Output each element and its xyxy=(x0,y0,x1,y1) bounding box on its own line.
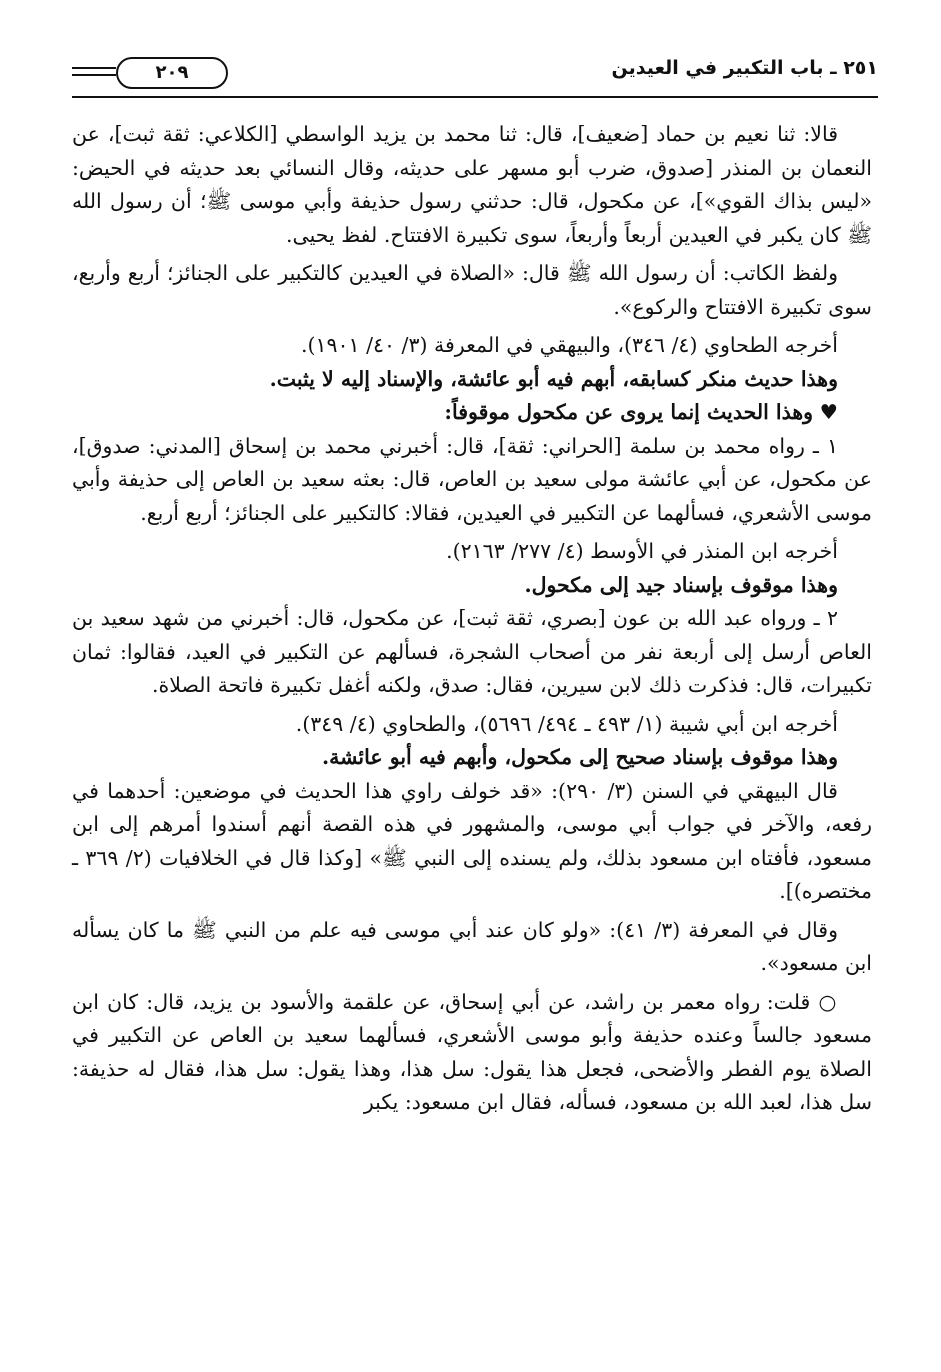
header-ornament-line xyxy=(72,67,116,69)
heart-bullet-icon: ♥ xyxy=(819,400,838,424)
section-heading: ♥ وهذا الحديث إنما يروى عن مكحول موقوفاً: xyxy=(444,400,838,424)
page-header xyxy=(72,55,878,101)
takhrij-line: أخرجه ابن المنذر في الأوسط (٤/ ٢٧٧/ ٢١٦٣). xyxy=(446,539,838,563)
narration-1: ١ ـ رواه محمد بن سلمة [الحراني: ثقة]، قال: أخبرني محمد بن إسحاق [المدني: صدوق]، عن مكحول، عن أبي عائشة مولى سعيد بن العاص، قال: بعثه سعيد بن العاص إلى حذيفة وأبي موسى الأشعري، فسألهما عن التكبير في العيدين، فقالا: كالتكبير على الجنائز؛ أربع أربع. xyxy=(72,433,872,525)
bayhaqi-quote: قال البيهقي في السنن (٣/ ٢٩٠): «قد خولف راوي هذا الحديث في موضعين: أحدهما في رفعه، والآخر في جواب أبي موسى، والمشهور في هذه القصة أنهم أسندوا أمرهم إلى ابن مسعود، فأفتاه ابن مسعود بذلك، ولم يسنده إلى النبي ﷺ» [وكذا قال في الخلافيات (٢/ ٣٦٩ ـ مختصره)]. xyxy=(72,778,872,903)
takhrij-line: أخرجه الطحاوي (٤/ ٣٤٦)، والبيهقي في المعرفة (٣/ ٤٠/ ١٩٠١). xyxy=(300,333,838,357)
header-rule xyxy=(72,96,878,98)
header-ornament-line xyxy=(72,74,116,76)
marifa-quote: وقال في المعرفة (٣/ ٤١): «ولو كان عند أبي موسى فيه علم من النبي ﷺ ما كان يسأله ابن مسعود». xyxy=(72,917,872,975)
verdict-line: وهذا موقوف بإسناد جيد إلى مكحول. xyxy=(524,572,838,597)
verdict-line: وهذا حديث منكر كسابقه، أبهم فيه أبو عائشة، والإسناد إليه لا يثبت. xyxy=(269,366,838,391)
paragraph: قالا: ثنا نعيم بن حماد [ضعيف]، قال: ثنا محمد بن يزيد الواسطي [الكلاعي: ثقة ثبت]، عن النعمان بن المنذر [صدوق، ضرب أبو مسهر على حديثه، وقال النسائي بعد حديثه في الحيض: «ليس بذاك القوي»]، عن مكحول، قال: حدثني رسول حذيفة وأبي موسى ﷺ؛ أن رسول الله ﷺ كان يكبر في العيدين أربعاً وأربعاً، سوى تكبيرة الافتتاح. لفظ يحيى. xyxy=(72,122,872,247)
verdict-line: وهذا موقوف بإسناد صحيح إلى مكحول، وأبهم فيه أبو عائشة. xyxy=(322,745,838,769)
page-number: ٢٠٩ xyxy=(116,57,228,89)
running-title: ٢٥١ ـ باب التكبير في العيدين xyxy=(611,57,878,79)
circle-bullet-icon: ○ xyxy=(818,989,838,1014)
narration-2: ٢ ـ ورواه عبد الله بن عون [بصري، ثقة ثبت]، عن مكحول، قال: أخبرني من شهد سعيد بن العاص أرسل إلى أربعة نفر من أصحاب الشجرة، فسألهم عن التكبير في العيد، فقالوا: ثمان تكبيرات، قال: فذكرت ذلك لابن سيرين، فقال: صدق، ولكنه أغفل تكبيرة فاتحة الصلاة. xyxy=(72,606,872,697)
takhrij-line: أخرجه ابن أبي شيبة (١/ ٤٩٣ ـ ٤٩٤/ ٥٦٩٦)، والطحاوي (٤/ ٣٤٩). xyxy=(295,711,838,736)
page-body xyxy=(72,118,872,1120)
author-note: ○ قلت: رواه معمر بن راشد، عن أبي إسحاق، عن علقمة والأسود بن يزيد، قال: كان ابن مسعود جالساً وعنده حذيفة وأبو موسى الأشعري، فسألهما سعيد بن العاص عن التكبير في الصلاة يوم الفطر والأضحى، فجعل هذا يقول: سل هذا، وهذا يقول: سل هذا، فقال له حذيفة: سل هذا، لعبد الله بن مسعود، فسأله، فقال ابن مسعود: يكبر xyxy=(72,989,872,1114)
paragraph-hadith-text: ولفظ الكاتب: أن رسول الله ﷺ قال: «الصلاة في العيدين كالتكبير على الجنائز؛ أربع وأربع، سوى تكبيرة الافتتاح والركوع». xyxy=(72,261,872,319)
